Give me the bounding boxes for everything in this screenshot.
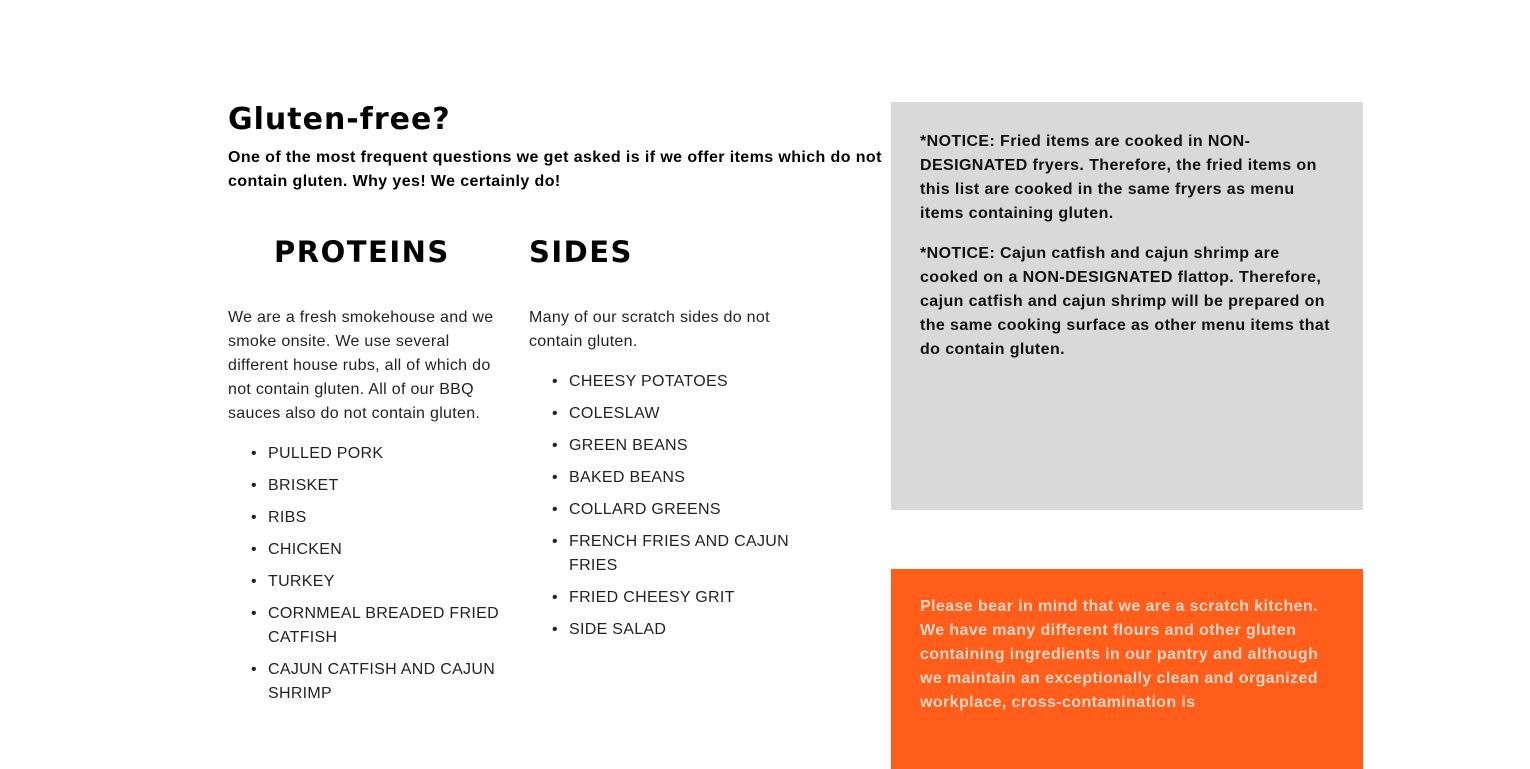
list-item: • COLESLAW (569, 402, 799, 426)
sides-list (529, 370, 799, 642)
intro-text: One of the most frequent questions we get asked is if we offer items which do not contain gluten. Why yes! We certainly do! (228, 149, 882, 190)
cross-contamination-warning (891, 569, 1363, 769)
list-item: • GREEN BEANS (569, 434, 799, 458)
sides-heading: SIDES (529, 235, 633, 269)
list-item: • CHICKEN (268, 538, 513, 562)
flattop-notice: *NOTICE: Cajun catfish and cajun shrimp are cooked on a NON-DESIGNATED flattop. Therefore, cajun catfish and cajun shrimp will be prepared on the same cooking surface as other menu items that do contain gluten. (920, 245, 1330, 358)
list-item: • SIDE SALAD (569, 618, 799, 642)
notice-box (891, 102, 1363, 510)
sides-column (529, 232, 799, 650)
list-item: • CHEESY POTATOES (569, 370, 799, 394)
list-item: • PULLED PORK (268, 442, 513, 466)
list-item: • FRENCH FRIES AND CAJUN FRIES (569, 530, 799, 578)
list-item: • CORNMEAL BREADED FRIED CATFISH (268, 602, 513, 650)
warning-text: Please bear in mind that we are a scratch kitchen. We have many different flours and other gluten containing ingredients in our pantry and although we maintain an exceptionally clean and organized workplace, cross-contamination is (920, 598, 1319, 711)
intro-section (228, 100, 884, 194)
proteins-heading: PROTEINS (274, 235, 450, 269)
fryer-notice: *NOTICE: Fried items are cooked in NON-DESIGNATED fryers. Therefore, the fried items on this list are cooked in the same fryers as menu items containing gluten. (920, 133, 1317, 222)
page-title: Gluten-free? (228, 102, 451, 137)
list-item: • CAJUN CATFISH AND CAJUN SHRIMP (268, 658, 513, 706)
sides-description: Many of our scratch sides do not contain gluten. (529, 309, 770, 350)
proteins-list (228, 442, 513, 706)
proteins-column (228, 232, 513, 714)
list-item: • RIBS (268, 506, 513, 530)
list-item: • BRISKET (268, 474, 513, 498)
list-item: • FRIED CHEESY GRIT (569, 586, 799, 610)
list-item: • COLLARD GREENS (569, 498, 799, 522)
proteins-description: We are a fresh smokehouse and we smoke onsite. We use several different house rubs, all of which do not contain gluten. All of our BBQ sauces also do not contain gluten. (228, 309, 494, 422)
list-item: • BAKED BEANS (569, 466, 799, 490)
list-item: • TURKEY (268, 570, 513, 594)
